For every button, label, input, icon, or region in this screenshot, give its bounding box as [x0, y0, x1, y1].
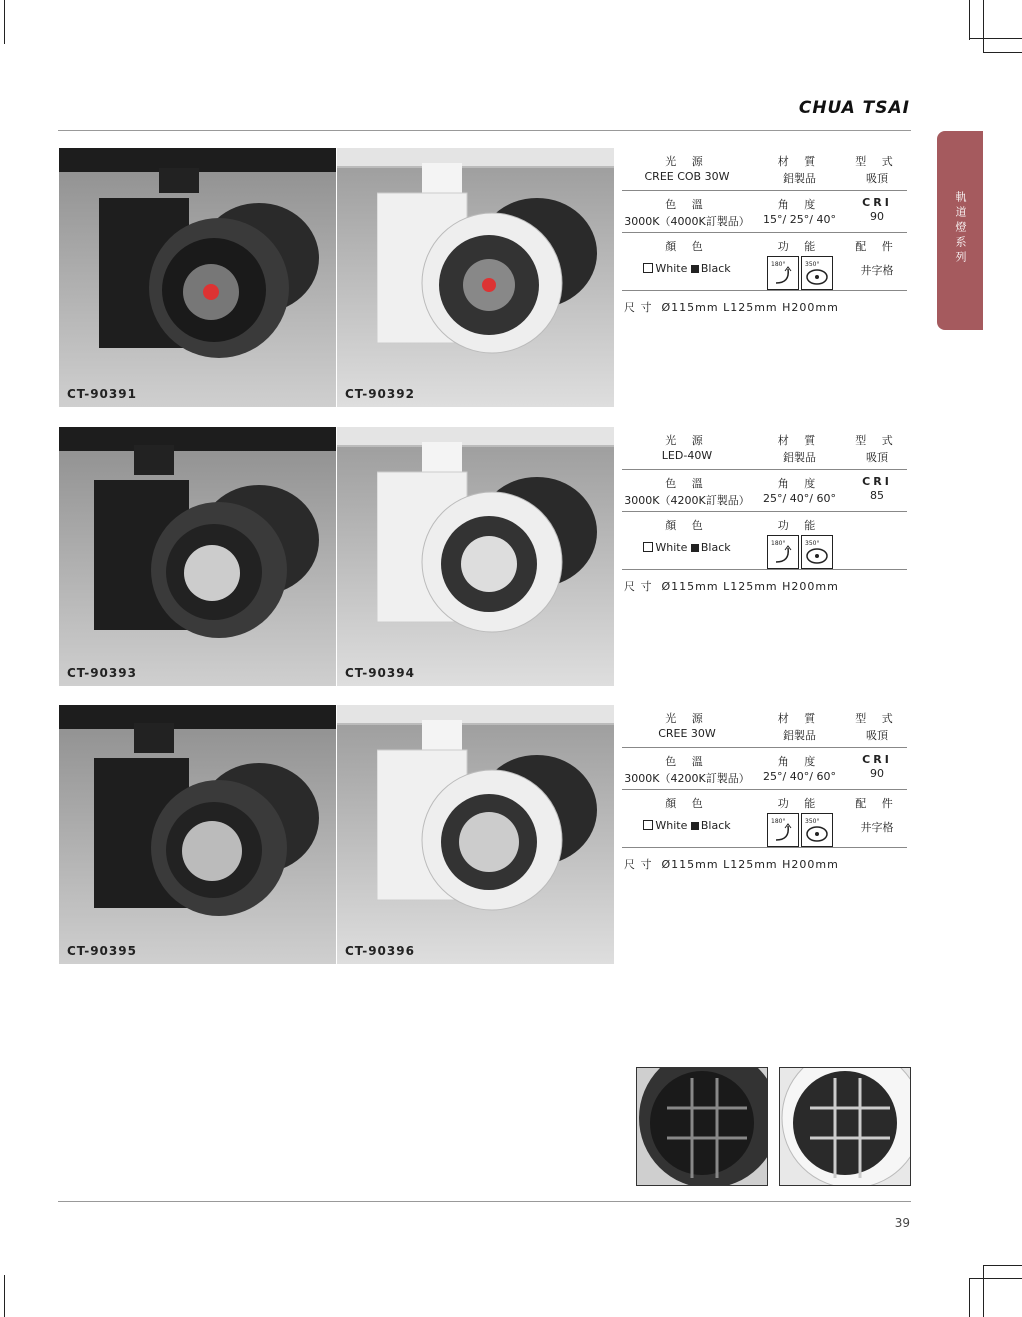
- rotate-350-icon: [801, 535, 833, 569]
- white-spotlight-illustration: [377, 442, 607, 642]
- value-angle: 15°/ 25°/ 40°: [763, 213, 836, 226]
- product-photo-white: [337, 705, 614, 964]
- black-spotlight-illustration: [94, 445, 329, 645]
- crop-mark: [983, 0, 984, 52]
- color-white: White: [655, 541, 688, 554]
- label-color: 顏 色: [665, 519, 709, 532]
- black-spotlight-illustration: [99, 168, 329, 368]
- rotate-180-icon: [767, 813, 799, 847]
- color-black: Black: [700, 262, 731, 275]
- label-color: 顏 色: [665, 797, 709, 810]
- side-category-tab[interactable]: [937, 131, 983, 330]
- value-temp: 3000K（4200K訂製品）: [624, 772, 750, 785]
- value-source: LED-40W: [661, 449, 713, 462]
- label-material: 材 質: [777, 434, 822, 447]
- rotate-350-label: 350°: [804, 818, 819, 825]
- rotate-350-label: 350°: [804, 261, 819, 268]
- product-code: CT-90394: [345, 666, 415, 680]
- value-dimension: Ø115mm L125mm H200mm: [661, 580, 839, 593]
- label-function: 功 能: [777, 519, 822, 532]
- label-dimension: 尺 寸: [624, 301, 653, 314]
- accessory-thumbnail-white: [779, 1067, 911, 1186]
- spec-table: [622, 151, 907, 315]
- product-code: CT-90393: [67, 666, 137, 680]
- product-code: CT-90395: [67, 944, 137, 958]
- product-code: CT-90392: [345, 387, 415, 401]
- spec-table: [622, 708, 907, 872]
- label-dimension: 尺 寸: [624, 580, 653, 593]
- label-cri: CRI: [862, 753, 892, 766]
- product-photo-black: [59, 427, 336, 686]
- value-cri: 85: [870, 489, 884, 502]
- product-photo-black: [59, 148, 336, 407]
- value-temp: 3000K（4000K訂製品）: [624, 215, 750, 228]
- label-mount: 型 式: [855, 712, 899, 725]
- white-spotlight-illustration: [377, 163, 607, 363]
- value-material: 鋁製品: [783, 172, 816, 185]
- value-temp: 3000K（4200K訂製品）: [624, 494, 750, 507]
- black-swatch: [691, 822, 699, 830]
- value-material: 鋁製品: [783, 729, 816, 742]
- label-cri: CRI: [862, 196, 892, 209]
- product-code: CT-90396: [345, 944, 415, 958]
- black-swatch: [691, 544, 699, 552]
- label-temp: 色 溫: [665, 198, 709, 211]
- side-tab-label: 軌道燈系列: [954, 191, 967, 266]
- rotate-180-icon: [767, 256, 799, 290]
- crop-mark: [983, 52, 1022, 53]
- value-source: CREE COB 30W: [644, 170, 730, 183]
- brand-logo: CHUA TSAI: [798, 98, 910, 118]
- crop-mark: [983, 1265, 1022, 1266]
- label-source: 光 源: [665, 434, 709, 447]
- value-source: CREE 30W: [658, 727, 716, 740]
- label-angle: 角 度: [777, 198, 822, 211]
- color-white: White: [655, 262, 688, 275]
- label-cri: CRI: [862, 475, 892, 488]
- value-angle: 25°/ 40°/ 60°: [763, 770, 836, 783]
- label-mount: 型 式: [855, 434, 899, 447]
- header-rule: [58, 130, 911, 131]
- spec-table: [622, 430, 907, 594]
- footer-rule: [58, 1201, 911, 1202]
- rotate-180-label: 180°: [770, 261, 785, 268]
- crop-mark: [969, 1278, 1022, 1279]
- label-color: 顏 色: [665, 240, 709, 253]
- rotate-180-label: 180°: [770, 540, 785, 547]
- label-temp: 色 溫: [665, 755, 709, 768]
- white-spotlight-illustration: [377, 720, 607, 920]
- white-swatch: [643, 820, 653, 830]
- value-mount: 吸頂: [866, 729, 888, 742]
- product-code: CT-90391: [67, 387, 137, 401]
- value-accessory: 井字格: [860, 264, 894, 277]
- white-swatch: [643, 542, 653, 552]
- label-accessory: 配 件: [855, 797, 899, 810]
- label-material: 材 質: [777, 155, 822, 168]
- color-black: Black: [700, 541, 731, 554]
- value-material: 鋁製品: [783, 451, 816, 464]
- label-function: 功 能: [777, 240, 822, 253]
- black-swatch: [691, 265, 699, 273]
- black-spotlight-illustration: [94, 723, 329, 923]
- crop-mark: [969, 1278, 970, 1317]
- label-material: 材 質: [777, 712, 822, 725]
- label-angle: 角 度: [777, 477, 822, 490]
- crop-mark: [969, 0, 970, 40]
- label-accessory: 配 件: [855, 240, 899, 253]
- crop-mark: [4, 0, 5, 44]
- rotate-180-icon: [767, 535, 799, 569]
- rotate-350-label: 350°: [804, 540, 819, 547]
- value-dimension: Ø115mm L125mm H200mm: [661, 858, 839, 871]
- white-swatch: [643, 263, 653, 273]
- rotate-350-icon: [801, 813, 833, 847]
- value-cri: 90: [870, 210, 884, 223]
- crop-mark: [4, 1275, 5, 1317]
- product-photo-white: [337, 148, 614, 407]
- accessory-thumbnail-black: [636, 1067, 768, 1186]
- color-white: White: [655, 819, 688, 832]
- label-angle: 角 度: [777, 755, 822, 768]
- label-source: 光 源: [665, 712, 709, 725]
- color-black: Black: [700, 819, 731, 832]
- label-source: 光 源: [665, 155, 709, 168]
- value-angle: 25°/ 40°/ 60°: [763, 492, 836, 505]
- value-mount: 吸頂: [866, 451, 888, 464]
- page-number: 39: [894, 1216, 910, 1230]
- value-dimension: Ø115mm L125mm H200mm: [661, 301, 839, 314]
- grid-louver-black-illustration: [637, 1068, 767, 1185]
- rotate-180-label: 180°: [770, 818, 785, 825]
- label-mount: 型 式: [855, 155, 899, 168]
- crop-mark: [969, 38, 1022, 39]
- label-function: 功 能: [777, 797, 822, 810]
- value-accessory: 井字格: [860, 821, 894, 834]
- product-photo-black: [59, 705, 336, 964]
- value-cri: 90: [870, 767, 884, 780]
- rotate-350-icon: [801, 256, 833, 290]
- product-photo-white: [337, 427, 614, 686]
- label-temp: 色 溫: [665, 477, 709, 490]
- grid-louver-white-illustration: [780, 1068, 910, 1185]
- value-mount: 吸頂: [866, 172, 888, 185]
- crop-mark: [983, 1265, 984, 1317]
- label-dimension: 尺 寸: [624, 858, 653, 871]
